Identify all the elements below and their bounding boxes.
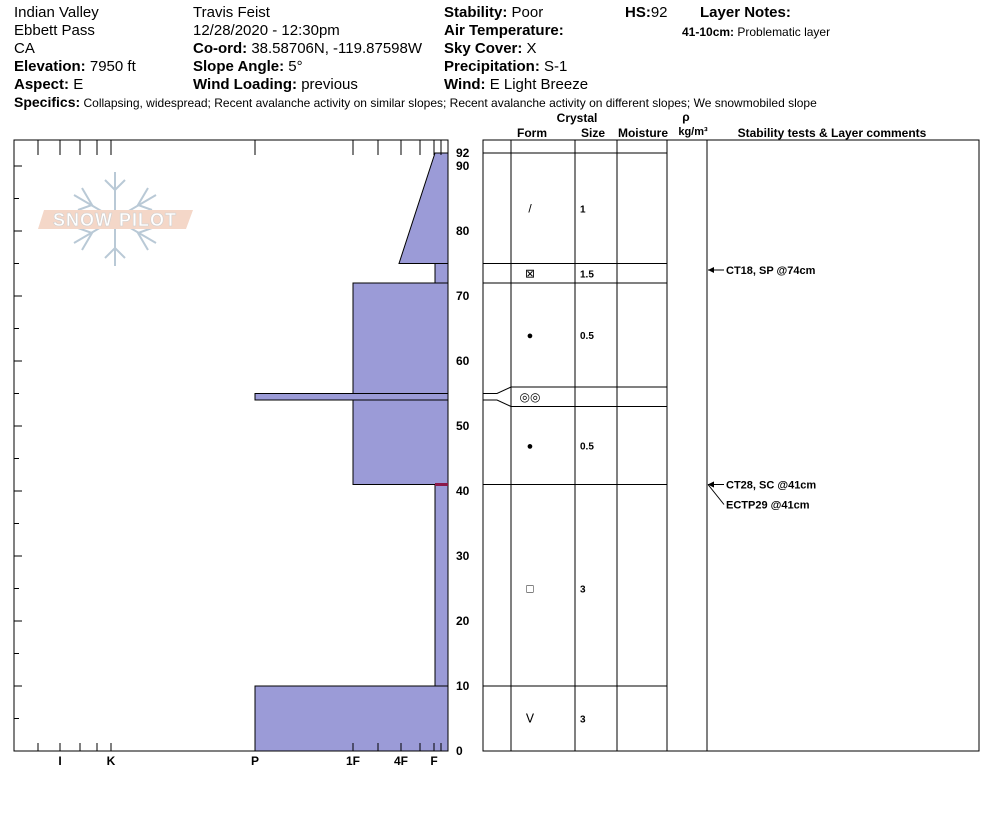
layer-note-text: Problematic layer — [737, 25, 831, 39]
sky-label: Sky Cover: — [444, 40, 523, 57]
elevation-value: 7950 ft — [89, 58, 136, 75]
hardness-tick-label: F — [430, 754, 438, 768]
hardness-layer — [353, 400, 448, 485]
crystal-size: 3 — [580, 714, 586, 726]
elevation-label: Elevation: — [14, 58, 86, 75]
aspect-label: Aspect: — [14, 76, 70, 93]
state: CA — [14, 40, 35, 57]
crystal-size: 3 — [580, 584, 586, 596]
height-tick-label: 80 — [456, 224, 470, 238]
col-crystal-header: Crystal — [556, 111, 598, 125]
hardness-layers — [255, 153, 448, 751]
crystal-form-rounded: ● — [526, 440, 534, 453]
area: Ebbett Pass — [14, 22, 95, 39]
crystal-form-avalanche-debris: ⴸ — [525, 711, 535, 726]
layer-table-frame — [483, 140, 979, 751]
col-moisture-header: Moisture — [617, 126, 669, 140]
crystal-size: 1 — [580, 204, 586, 216]
specifics-text: Collapsing, widespread; Recent avalanche activity on similar slopes; Recent avalanche activity on different slopes; We snowmobiled slope — [83, 96, 817, 110]
hardness-layer — [435, 485, 448, 687]
wind-label: Wind: — [444, 76, 486, 93]
height-tick-label: 40 — [456, 484, 470, 498]
wind-loading-label: Wind Loading: — [193, 76, 298, 93]
hardness-layer — [399, 153, 448, 264]
hardness-tick-label: P — [250, 754, 260, 768]
col-rho-header: ρ — [682, 110, 690, 124]
hs-label: HS: — [625, 4, 651, 21]
stability-test-label: CT18, SP @74cm — [726, 265, 816, 277]
crystal-size: 0.5 — [580, 441, 594, 453]
slope-label: Slope Angle: — [193, 58, 285, 75]
observer: Travis Feist — [193, 4, 270, 21]
layer-connector — [483, 387, 511, 394]
crystal-form-melt-forms: ◎◎ — [519, 389, 541, 404]
crystal-form-faceted: □ — [526, 581, 534, 596]
specifics-label: Specifics: — [14, 94, 81, 110]
hs-tick-label: 92 — [456, 146, 470, 160]
height-tick-label: 50 — [456, 419, 470, 433]
location: Indian Valley — [14, 4, 99, 21]
crystal-form-faceted-rounded: ⊠ — [524, 266, 536, 281]
crystal-form-rounded: ● — [526, 330, 534, 342]
datetime: 12/28/2020 - 12:30pm — [193, 22, 340, 39]
crystal-form-decomposing: / — [528, 201, 532, 216]
precip-value: S-1 — [544, 58, 568, 75]
col-density-unit: kg/m³ — [678, 126, 708, 138]
arrow-icon — [708, 267, 714, 273]
stability-tests — [708, 265, 816, 512]
crystal-size: 0.5 — [580, 331, 594, 342]
snowpilot-logo — [38, 172, 193, 266]
stability-label: Stability: — [444, 4, 508, 21]
hardness-layer — [255, 686, 448, 751]
col-form-header: Form — [517, 126, 547, 140]
hardness-tick-label: 1F — [345, 754, 361, 768]
logo-text: SNOW PILOT — [53, 210, 177, 230]
hardness-tick-label: K — [106, 754, 116, 768]
aspect-value: E — [73, 76, 84, 93]
hardness-layer — [255, 394, 448, 401]
hardness-layer — [353, 283, 448, 394]
height-tick-label: 20 — [456, 614, 470, 628]
wind-loading-value: previous — [301, 76, 358, 93]
sky-value: X — [526, 40, 537, 57]
hardness-layer — [435, 264, 448, 284]
layer-note-range: 41-10cm: — [682, 25, 735, 39]
col-comments-header: Stability tests & Layer comments — [737, 126, 927, 140]
height-tick-label: 70 — [456, 289, 470, 303]
precip-label: Precipitation: — [444, 58, 540, 75]
wind-value: E Light Breeze — [489, 76, 589, 93]
arrow-icon — [708, 482, 714, 488]
air-temp-label: Air Temperature: — [444, 22, 564, 39]
coord-label: Co-ord: — [193, 40, 248, 57]
col-size-header: Size — [580, 126, 606, 140]
coord-value: 38.58706N, -119.87598W — [251, 40, 423, 57]
crystal-size: 1.5 — [580, 269, 594, 281]
hardness-tick-label: 4F — [393, 754, 409, 768]
height-tick-label: 30 — [456, 549, 470, 563]
height-tick-label: 10 — [456, 679, 470, 693]
height-tick-label: 60 — [456, 354, 470, 368]
layer-connector — [483, 400, 511, 407]
stability-test-label: ECTP29 @41cm — [726, 499, 810, 512]
test-pointer — [708, 485, 724, 505]
crystal-column — [520, 201, 595, 725]
slope-value: 5° — [288, 58, 303, 75]
hs-value: 92 — [650, 4, 668, 21]
hardness-tick-label: I — [58, 754, 62, 768]
layer-notes-label: Layer Notes: — [700, 4, 791, 21]
stability-value: Poor — [511, 4, 544, 21]
stability-test-label: CT28, SC @41cm — [726, 479, 817, 492]
height-tick-label: 0 — [456, 744, 463, 758]
height-tick-label: 90 — [456, 159, 470, 173]
